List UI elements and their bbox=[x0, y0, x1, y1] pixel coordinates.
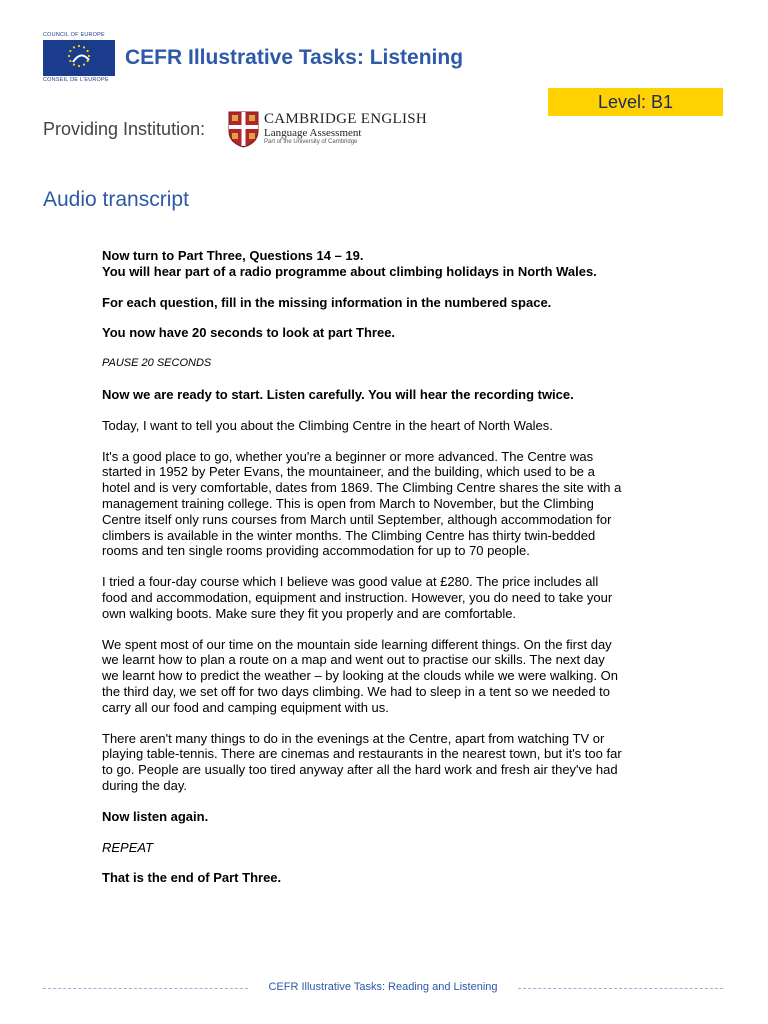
coe-flag bbox=[43, 40, 115, 76]
footer-divider-right bbox=[518, 988, 723, 989]
cambridge-english-logo bbox=[228, 110, 448, 150]
transcript-instruction: For each question, fill in the missing information in the numbered space. bbox=[102, 294, 552, 310]
transcript-paragraph: I tried a four-day course which I believe was good value at £280. The price includes all food and accommodation, equipment and instruction. However, you do need to take your own walking boots. Make sure they fit you properly and are comfortable. bbox=[102, 574, 613, 621]
coe-logo-bottom-text: CONSEIL DE L'EUROPE bbox=[43, 77, 109, 83]
footer-text: CEFR Illustrative Tasks: Reading and Listening bbox=[268, 981, 498, 993]
transcript-time-note: You now have 20 seconds to look at part Three. bbox=[102, 325, 396, 341]
cambridge-brand-text: CAMBRIDGE ENGLISH bbox=[264, 111, 428, 127]
transcript-heading-line: Now turn to Part Three, Questions 14 – 19. bbox=[102, 248, 364, 263]
footer-divider-left bbox=[43, 988, 248, 989]
council-of-europe-logo bbox=[43, 32, 115, 84]
cambridge-subtitle-text: Language Assessment bbox=[264, 127, 362, 139]
transcript-end-note: That is the end of Part Three. bbox=[102, 870, 282, 886]
page-title: CEFR Illustrative Tasks: Listening bbox=[125, 46, 464, 69]
transcript-start-note: Now we are ready to start. Listen carefully. You will hear the recording twice. bbox=[102, 386, 574, 402]
providing-institution-label: Providing Institution: bbox=[43, 119, 206, 139]
transcript-paragraph: Today, I want to tell you about the Climbing Centre in the heart of North Wales. bbox=[102, 417, 553, 433]
transcript-listen-again: Now listen again. bbox=[102, 808, 209, 824]
transcript-paragraph: We spent most of our time on the mountain side learning different things. On the first day we learnt how to plan a route on a map and went out to practise our skills. The next day we learnt how to predict the weather – by looking at the clouds while we were walking. On the third day, we set off for two days climbing. We had to sleep in a tent so we needed to carry all our food and camping equipment with us. bbox=[102, 636, 618, 715]
transcript-intro-line: You will hear part of a radio programme about climbing holidays in North Wales. bbox=[102, 263, 597, 279]
transcript-paragraph: It's a good place to go, whether you're a beginner or more advanced. The Centre was started in 1952 by Peter Evans, the mountaineer, and the building, which used to be a hotel and is very comfortable, dates from 1869. The Climbing Centre shares the site with a management training college. This is open from March to November, but the Climbing Centre itself only runs courses from March until September, although accommodation for climbers is available in the winter months. The Climbing Centre has thirty twin-bedded rooms and ten single rooms providing accommodation for up to 70 people. bbox=[102, 448, 622, 559]
transcript-pause-note: PAUSE 20 SECONDS bbox=[102, 357, 212, 370]
coe-logo-top-text: COUNCIL OF EUROPE bbox=[43, 32, 105, 38]
cambridge-crest-icon bbox=[228, 111, 259, 148]
cambridge-tagline-text: Part of the University of Cambridge bbox=[264, 139, 358, 145]
transcript-repeat-note: REPEAT bbox=[102, 839, 154, 855]
transcript-body bbox=[102, 248, 622, 886]
transcript-paragraph: There aren't many things to do in the evenings at the Centre, apart from watching TV or playing table-tennis. There are cinemas and restaurants in the nearest town, but it's too far to go. People are usually too tired anyway after all the hard work and fresh air they've had during the day. bbox=[102, 730, 622, 793]
section-title: Audio transcript bbox=[43, 188, 189, 211]
level-label: Level: B1 bbox=[597, 92, 674, 112]
